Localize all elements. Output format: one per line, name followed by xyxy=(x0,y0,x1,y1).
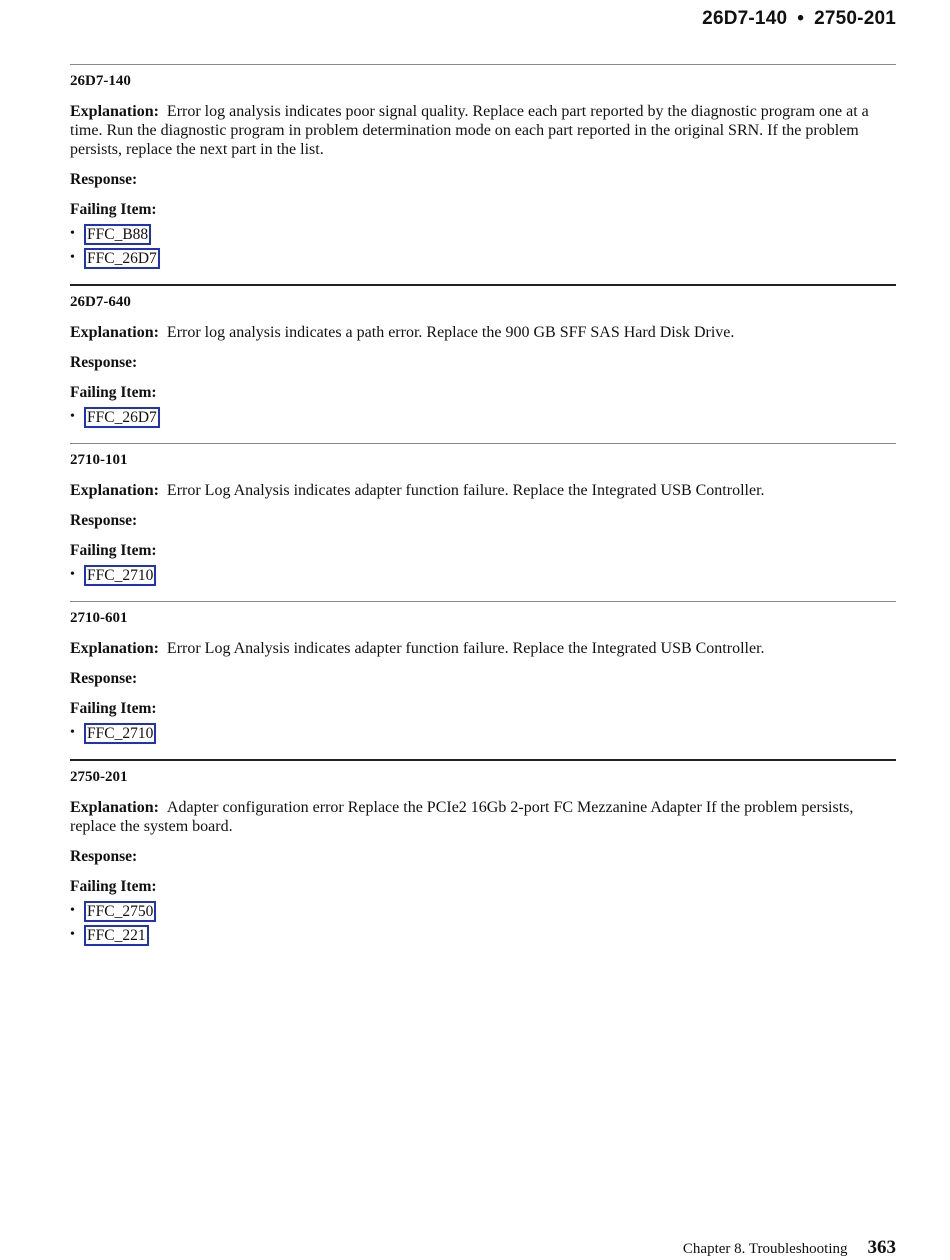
entry-26d7-640 xyxy=(70,284,896,443)
failing-item-list xyxy=(70,899,896,947)
list-item xyxy=(70,721,896,745)
explanation-label: Explanation: xyxy=(70,799,159,816)
explanation-text: Error log analysis indicates poor signal quality. Replace each part reported by the diagnostic program one at a time. Run the diagnostic program in problem determination mode on each part reported in the original SRN. If the problem persists, replace the next part in the list. xyxy=(70,103,869,158)
bullet: • xyxy=(70,927,75,942)
ffc-link[interactable]: FFC_B88 xyxy=(84,224,151,245)
explanation-text: Error Log Analysis indicates adapter function failure. Replace the Integrated USB Controller. xyxy=(166,640,765,657)
list-item xyxy=(70,899,896,923)
bullet: • xyxy=(70,567,75,582)
bullet: • xyxy=(70,903,75,918)
failing-item-label: Failing Item: xyxy=(70,384,157,401)
explanation-label: Explanation: xyxy=(70,324,159,341)
failing-item-list xyxy=(70,563,896,587)
entry-code: 26D7-640 xyxy=(70,294,131,310)
explanation-label: Explanation: xyxy=(70,103,159,120)
content xyxy=(70,64,896,961)
header-right-code: 2750-201 xyxy=(814,8,896,29)
entry-2710-601 xyxy=(70,601,896,759)
page-footer xyxy=(683,1237,896,1259)
ffc-link[interactable]: FFC_2710 xyxy=(84,723,156,744)
failing-item-label: Failing Item: xyxy=(70,700,157,717)
entry-2750-201 xyxy=(70,759,896,961)
failing-item-list xyxy=(70,405,896,429)
list-item xyxy=(70,923,896,947)
response-label: Response: xyxy=(70,512,138,529)
explanation-label: Explanation: xyxy=(70,482,159,499)
entry-26d7-140 xyxy=(70,64,896,284)
list-item xyxy=(70,563,896,587)
explanation-label: Explanation: xyxy=(70,640,159,657)
footer-chapter: Chapter 8. Troubleshooting xyxy=(682,1241,848,1257)
entry-explanation xyxy=(70,323,896,342)
response-label: Response: xyxy=(70,171,138,188)
list-item xyxy=(70,246,896,270)
list-item xyxy=(70,405,896,429)
page-number: 363 xyxy=(867,1237,896,1258)
explanation-text: Error Log Analysis indicates adapter function failure. Replace the Integrated USB Controller. xyxy=(166,482,765,499)
bullet: • xyxy=(70,409,75,424)
explanation-text: Error log analysis indicates a path error. Replace the 900 GB SFF SAS Hard Disk Drive. xyxy=(166,324,735,341)
entry-code: 26D7-140 xyxy=(70,73,131,89)
entry-code: 2750-201 xyxy=(70,769,128,785)
failing-item-list xyxy=(70,721,896,745)
failing-item-list xyxy=(70,222,896,270)
response-label: Response: xyxy=(70,354,138,371)
failing-item-label: Failing Item: xyxy=(70,201,157,218)
bullet: • xyxy=(70,725,75,740)
page-header xyxy=(702,8,896,30)
ffc-link[interactable]: FFC_221 xyxy=(84,925,149,946)
header-left-code: 26D7-140 xyxy=(702,8,788,29)
list-item xyxy=(70,222,896,246)
entry-explanation xyxy=(70,639,896,658)
ffc-link[interactable]: FFC_2710 xyxy=(84,565,156,586)
bullet: • xyxy=(70,226,75,241)
failing-item-label: Failing Item: xyxy=(70,878,157,895)
entry-explanation xyxy=(70,481,896,500)
entry-explanation xyxy=(70,102,896,159)
header-separator: • xyxy=(797,8,805,29)
ffc-link[interactable]: FFC_26D7 xyxy=(84,248,160,269)
ffc-link[interactable]: FFC_2750 xyxy=(84,901,156,922)
entry-2710-101 xyxy=(70,443,896,601)
entry-explanation xyxy=(70,798,896,836)
bullet: • xyxy=(70,250,75,265)
entry-code: 2710-101 xyxy=(70,452,128,468)
response-label: Response: xyxy=(70,848,138,865)
entry-code: 2710-601 xyxy=(70,610,128,626)
response-label: Response: xyxy=(70,670,138,687)
ffc-link[interactable]: FFC_26D7 xyxy=(84,407,160,428)
failing-item-label: Failing Item: xyxy=(70,542,157,559)
explanation-text: Adapter configuration error Replace the PCIe2 16Gb 2-port FC Mezzanine Adapter If the problem persists, replace the system board. xyxy=(70,799,854,835)
